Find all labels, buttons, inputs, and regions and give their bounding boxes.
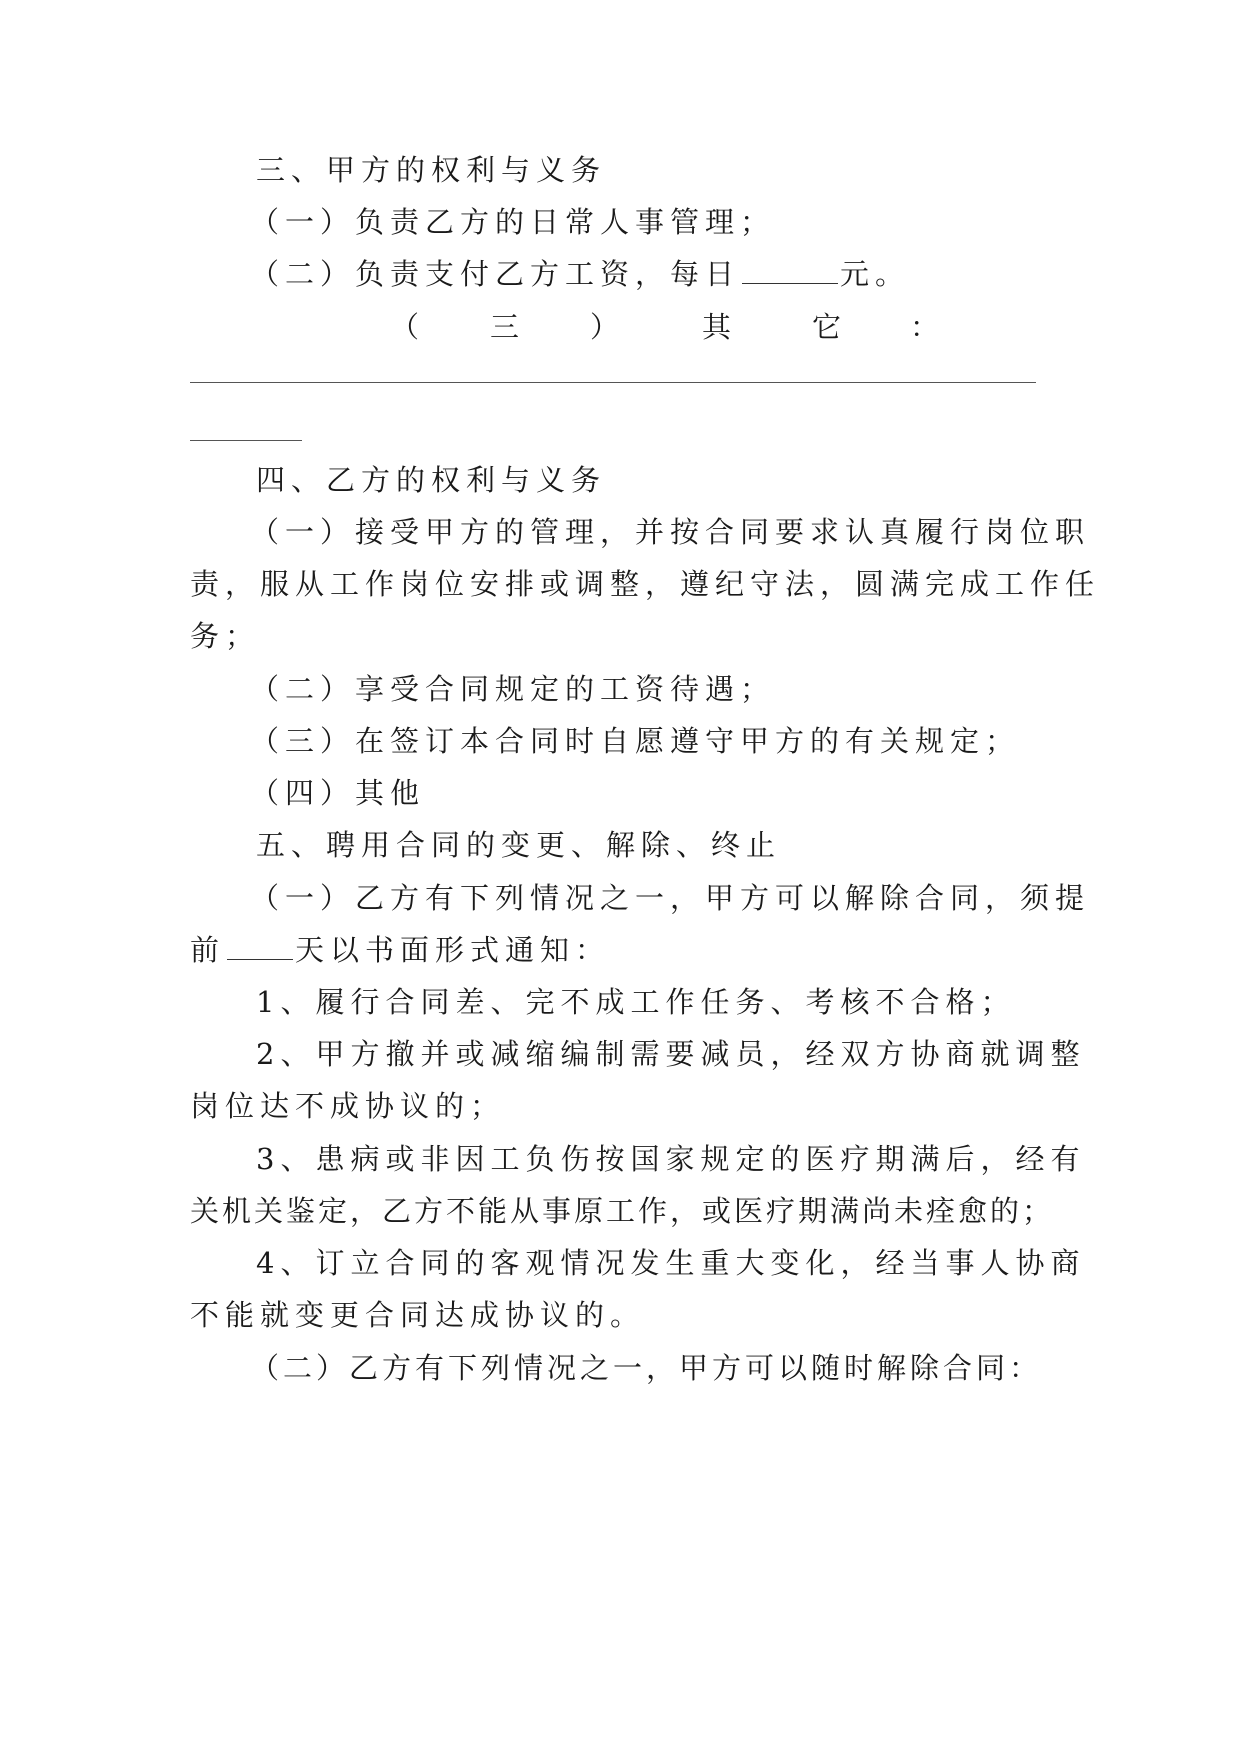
section-3-item-3-char: 它	[812, 310, 842, 344]
section-3-item-3	[190, 307, 1052, 347]
section-3-item-3-char: （	[390, 310, 420, 344]
section-3-item-2-unit: 元。	[840, 257, 911, 291]
section-5-heading: 五、聘用合同的变更、解除、终止	[256, 828, 782, 862]
section-5-item-1-line-1: （一）乙方有下列情况之一，甲方可以解除合同，须提	[250, 881, 1091, 915]
section-5-item-1-line-2	[190, 930, 610, 970]
clause-2-line-1: 2、甲方撤并或减缩编制需要减员，经双方协商就调整	[256, 1037, 1086, 1071]
clause-2-line-2: 岗位达不成协议的；	[190, 1089, 506, 1123]
section-4-item-1-line-2: 责，服从工作岗位安排或调整，遵纪守法，圆满完成工作任	[190, 567, 1101, 601]
section-3-item-3-char: 其	[702, 310, 732, 344]
section-3-item-3-char: 三	[490, 310, 520, 344]
section-4-item-3: （三）在签订本合同时自愿遵守甲方的有关规定；	[250, 724, 1021, 758]
notice-days-blank	[227, 935, 293, 960]
clause-1: 1、履行合同差、完不成工作任务、考核不合格；	[256, 985, 1016, 1019]
fill-in-line	[190, 440, 302, 441]
section-4-item-2: （二）享受合同规定的工资待遇；	[250, 672, 776, 706]
section-3-item-3-char: ）	[590, 310, 620, 344]
section-4-item-4: （四）其他	[250, 776, 426, 810]
clause-3-line-1: 3、患病或非因工负伤按国家规定的医疗期满后，经有	[256, 1142, 1086, 1176]
clause-4-line-1: 4、订立合同的客观情况发生重大变化，经当事人协商	[256, 1246, 1086, 1280]
section-4-item-1-line-3: 务；	[190, 619, 261, 653]
section-4-heading: 四、乙方的权利与义务	[256, 463, 607, 497]
section-3-item-3-char: ：	[910, 310, 940, 344]
daily-wage-blank	[742, 259, 838, 284]
section-3-item-2	[250, 254, 910, 294]
clause-3-line-2: 关机关鉴定，乙方不能从事原工作，或医疗期满尚未痊愈的；	[190, 1194, 1055, 1228]
section-5-item-2: （二）乙方有下列情况之一，甲方可以随时解除合同：	[250, 1351, 1043, 1385]
section-4-item-1-line-1: （一）接受甲方的管理，并按合同要求认真履行岗位职	[250, 515, 1091, 549]
section-3-item-2-text: （二）负责支付乙方工资，每日	[250, 257, 741, 291]
clause-4-line-2: 不能就变更合同达成协议的。	[190, 1298, 646, 1332]
section-3-item-1: （一）负责乙方的日常人事管理；	[250, 205, 776, 239]
section-3-heading: 三、甲方的权利与义务	[256, 153, 607, 187]
fill-in-line	[190, 382, 1036, 383]
section-5-item-1-text: 前	[190, 933, 226, 967]
section-5-item-1-text: 天以书面形式通知：	[295, 933, 611, 967]
